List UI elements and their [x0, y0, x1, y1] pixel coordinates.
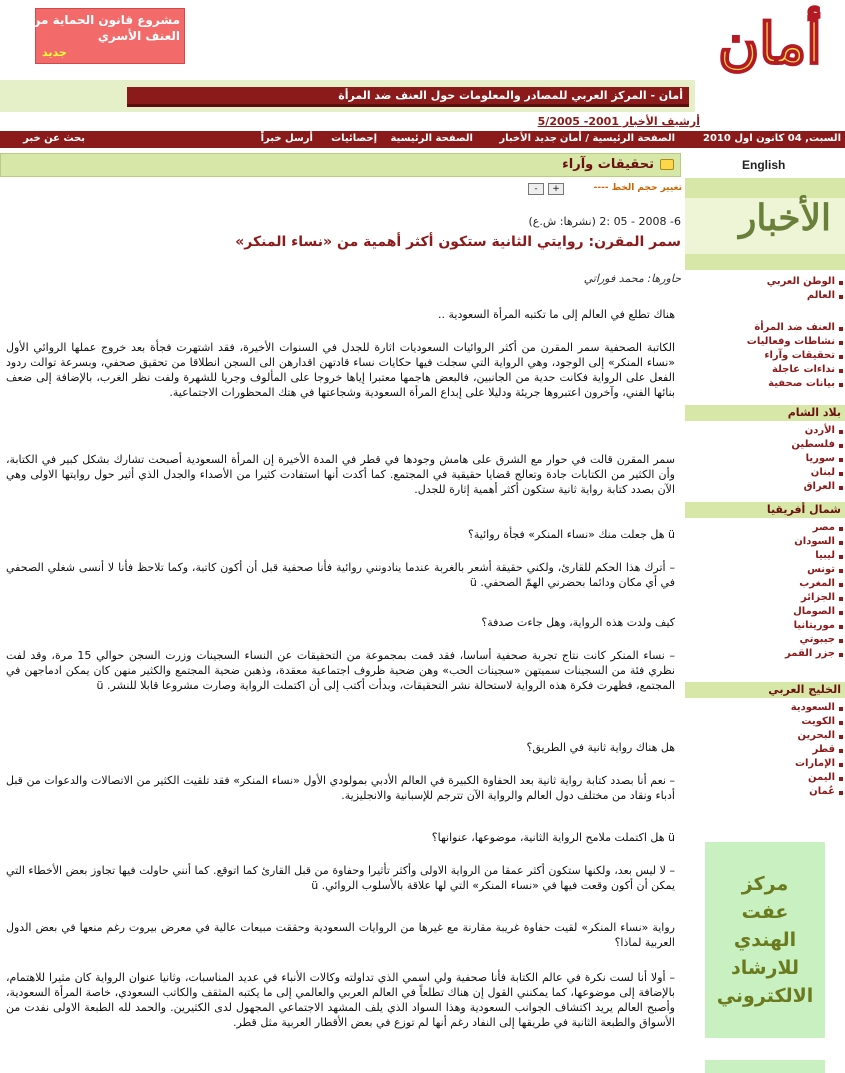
sidebar-item-qatar[interactable]: قطر — [685, 744, 845, 758]
news-sidebar-title: الأخبار — [738, 197, 831, 239]
ad-line-3: الهندي — [733, 929, 797, 951]
article-question-2: كيف ولدت هذه الرواية، وهل جاءت صدفة؟ — [481, 616, 675, 629]
article-question-4: ü هل اكتملت ملامح الرواية الثانية، موضوعها، عنوانها؟ — [431, 831, 675, 844]
article-paragraph-1: هناك تطلع في العالم إلى ما تكتبه المرأة السعودية .. — [438, 308, 675, 321]
sidebar-item-urgent-appeals[interactable]: نداءات عاجلة — [685, 364, 845, 378]
sidebar-item-djibouti[interactable]: جيبوتي — [685, 634, 845, 648]
sidebar-group-gulf[interactable]: الخليج العربي — [685, 682, 845, 698]
sidebar-item-uae[interactable]: الإمارات — [685, 758, 845, 772]
font-size-label: تغيير حجم الخط ---- — [593, 183, 682, 193]
sidebar-item-yemen[interactable]: اليمن — [685, 772, 845, 786]
section-header — [0, 153, 681, 177]
article-answer-4: – لا ليس بعد، ولكنها ستكون أكثر عمقا من الرواية الاولى وأكثر تأثيرا وحفاوة من قبل القارئ كما اتوقع. كما أنني حاولت فيها تجاوز بعض الأخطاء التي يمكن أن أكون وقعت فيها في «نساء المنكر» التي لها علاقة بالأسلوب الروائي. ü — [6, 864, 675, 892]
sidebar-item-morocco[interactable]: المغرب — [685, 578, 845, 592]
sidebar-item-bahrain[interactable]: البحرين — [685, 730, 845, 744]
sidebar-item-saudi[interactable]: السعودية — [685, 702, 845, 716]
sidebar-item-sudan[interactable]: السودان — [685, 536, 845, 550]
nav-send-news[interactable]: أرسل خبراً — [260, 133, 313, 144]
sidebar-item-iraq[interactable]: العراق — [685, 481, 845, 495]
sidebar-item-syria[interactable]: سوريا — [685, 453, 845, 467]
sidebar-item-world[interactable]: العالم — [685, 290, 845, 304]
sidebar-item-activities[interactable]: نشاطات وفعاليات — [685, 336, 845, 350]
sidebar-item-arab-world[interactable]: الوطن العربي — [685, 276, 845, 290]
sidebar-item-jordan[interactable]: الأردن — [685, 425, 845, 439]
top-nav-bar — [0, 131, 845, 148]
sidebar-item-comoros[interactable]: جزر القمر — [685, 648, 845, 662]
sidebar-item-press-releases[interactable]: بيانات صحفية — [685, 378, 845, 392]
promo-line-1: مشروع قانون الحماية من — [30, 13, 180, 27]
sidebar-item-algeria[interactable]: الجزائر — [685, 592, 845, 606]
nav-latest-news[interactable]: جديد الأخبار — [499, 133, 557, 144]
article-question-1: ü هل جعلت منك «نساء المنكر» فجأة روائية؟ — [468, 528, 675, 541]
sidebar-item-oman[interactable]: عُمان — [685, 786, 845, 800]
ad-line-1: مركز — [741, 873, 789, 895]
sidebar-gulf-list — [685, 682, 845, 800]
nav-home-aman[interactable]: الصفحة الرئيسية / أمان — [559, 133, 675, 144]
sidebar-bottom-box — [705, 1060, 825, 1073]
sidebar-item-egypt[interactable]: مصر — [685, 522, 845, 536]
site-tagline: أمان - المركز العربي للمصادر والمعلومات حول العنف ضد المرأة — [338, 89, 683, 102]
sidebar-topics-list — [685, 322, 845, 392]
article-answer-3: – نعم أنا بصدد كتابة رواية ثانية بعد الحفاوة الكبيرة في العالم الأدبي بمولودي الأول «نساء المنكر» فقد تلقيت الكثير من الاتصالات والدعوات من قبل أدباء ونقاد من مختلف دول العالم والرواية الآن تترجم للإسبانية والانجليزية. — [6, 774, 675, 802]
sidebar-item-lebanon[interactable]: لبنان — [685, 467, 845, 481]
sidebar-group-north-africa[interactable]: شمال أفريقيا — [685, 502, 845, 518]
promo-line-2: العنف الأسري — [97, 29, 180, 43]
sidebar-item-palestine[interactable]: فلسطين — [685, 439, 845, 453]
nav-search-news[interactable]: بحث عن خبر — [23, 133, 85, 144]
sidebar-item-libya[interactable]: ليبيا — [685, 550, 845, 564]
sidebar-item-violence-women[interactable]: العنف ضد المرأة — [685, 322, 845, 336]
article-date: 6- 2008 - 05 :2 (نشرها: ش.ع) — [528, 215, 681, 228]
nav-home[interactable]: الصفحة الرئيسية — [390, 133, 473, 144]
site-tagline-banner — [127, 87, 689, 107]
promo-new-badge: جديد — [42, 46, 67, 59]
sidebar-levant-list — [685, 405, 845, 495]
article-title: سمر المقرن: روايتي الثانية ستكون أكثر أهمية من «نساء المنكر» — [235, 234, 681, 250]
page-header — [0, 0, 845, 130]
folder-icon — [660, 159, 674, 170]
sidebar-group-levant[interactable]: بلاد الشام — [685, 405, 845, 421]
font-larger-button[interactable]: + — [548, 183, 564, 195]
section-title: تحقيقات وآراء — [562, 157, 654, 172]
afaf-hindi-center-ad[interactable] — [705, 842, 825, 1038]
sidebar-item-investigations[interactable]: تحقيقات وآراء — [685, 350, 845, 364]
sidebar-item-tunisia[interactable]: تونس — [685, 564, 845, 578]
article-answer-1: – أترك هذا الحكم للقارئ، ولكني حقيقة أشعر بالغربة عندما ينادونني روائية فأنا صحفية قبل أن أكون كاتبة، وكما تلاحظ فأنا لا أنسى شغلي الصحفي في أي مكان ودائما بحضرني الهمّ الصحفي. ü — [6, 561, 675, 589]
sidebar-general-list — [685, 276, 845, 304]
article-paragraph-2: الكاتبة الصحفية سمر المقرن من أكثر الروائيات السعوديات اثارة للجدل في السنوات الأخيرة، فقد اشتهرت فجأة بعد خروج عملها الروائي الأول «نساء المنكر» إلى الوجود، وهي الرواية التي سجلت فيها حكايات نساء قادتهن اقدارهن الى السجن انطلاقا من تحقيق صحفي، وبسرعة توالت ردود الفعل على الرواية فكانت حدية من الجانبين، فالبعض هاجمها معتبرا إياها خروجا على المألوف وجريا للشهرة ولفت نظر الغرب، بالإضافة إلى ضعف بنائها الفني، وآخرون اعتبروها جريئة ودليلا على إبداع المرأة السعودية وشجاعتها في هتك المحظورات الاجتماعية. — [6, 341, 675, 399]
current-date: السبت, 04 كانون اول 2010 — [703, 133, 841, 144]
sidebar-africa-list — [685, 502, 845, 662]
ad-line-4: للارشاد — [730, 957, 800, 979]
sidebar-item-mauritania[interactable]: موريتانيا — [685, 620, 845, 634]
article-author: حاورها: محمد فوراتي — [583, 272, 681, 285]
article-answer-5: – أولا أنا لست نكرة في عالم الكتابة فأنا صحفية ولي اسمي الذي تداولته وكالات الأنباء في عديد المناسبات، وثانيا عنوان الرواية كان مثيرا للاهتمام، بالإضافة إلى موضوعها، كما يمكنني القول إن هناك تطلعاً في العالم العربي والعالمي إلى ما يكتبه المثقف والكاتب السعودي، خاصة المرأة السعودية، وأصبح العالم يريد اكتشاف الجوانب السعودية وهذا السواد الذي يلف المشهد الاجتماعي المجهول لدى الكثيرين. والحمد لله الطبعة الاولى نفدت من الأسواق والطبعة الثانية في طريقها إلى النفاد رغم أنها لم توزع في بعض الأقطار العربية مثل قطر. — [6, 971, 675, 1029]
font-size-tools — [524, 183, 682, 197]
ad-line-5: الالكتروني — [716, 985, 814, 1007]
news-sidebar-header — [685, 178, 845, 270]
ad-line-2: عفت — [741, 901, 789, 923]
font-smaller-button[interactable]: - — [528, 183, 544, 195]
sidebar-item-kuwait[interactable]: الكويت — [685, 716, 845, 730]
sidebar-item-somalia[interactable]: الصومال — [685, 606, 845, 620]
article-answer-2: – نساء المنكر كانت نتاج تجربة صحفية أساسا، فقد قمت بمجموعة من التحقيقات عن النساء السجينات وزرت السجن حوالي 15 مرة، وقد لفت نظري فئة من السجينات سميتهن «سجينات الحب» وهن ضحية ظروف اجتماعية معقدة، وذهبن ضحية المجتمع والكثير منهن كان يمكن ادماجهن في المجتمع، فظهرت فكرة هذه الرواية لاستحالة نشر التحقيقات، وبدأت أكتب إلى أن اكتملت الرواية وصارت مشروعا قابلا للنشر. ü — [6, 649, 676, 692]
english-link[interactable]: English — [742, 158, 786, 172]
article-question-3: هل هناك رواية ثانية في الطريق؟ — [526, 741, 675, 754]
logo-text: أمان — [718, 11, 822, 77]
article-question-5: رواية «نساء المنكر» لقيت حفاوة غريبة مقارنة مع غيرها من الروايات السعودية وحققت مبيعات عالية في معرض بيروت رغم منعها في بعض الدول العربية لماذا؟ — [6, 921, 675, 949]
article-paragraph-3: سمر المقرن قالت في حوار مع الشرق على هامش وجودها في قطر في المدة الأخيرة إن المرأة السعودية أصبحت تشارك بشكل كبير في الكتابة، وأن الكثير من الكتابات جادة وتعالج قضايا حقيقية في المجتمع. كما أكدت أنها استفادت كثيرا من الأصداء والجدل الذي أثير حول روايتها الاولى وهي الآن بصدد كتابة رواية ثانية ستكون أكثر أهمية إثارة للجدل. — [6, 453, 675, 496]
news-archive-link[interactable]: أرشيف الأخبار 2001- 5/2005 — [537, 115, 700, 128]
nav-statistics[interactable]: إحصائيات — [331, 133, 377, 144]
aman-logo[interactable] — [700, 4, 840, 84]
promo-banner-domestic-violence-law[interactable] — [30, 8, 185, 64]
